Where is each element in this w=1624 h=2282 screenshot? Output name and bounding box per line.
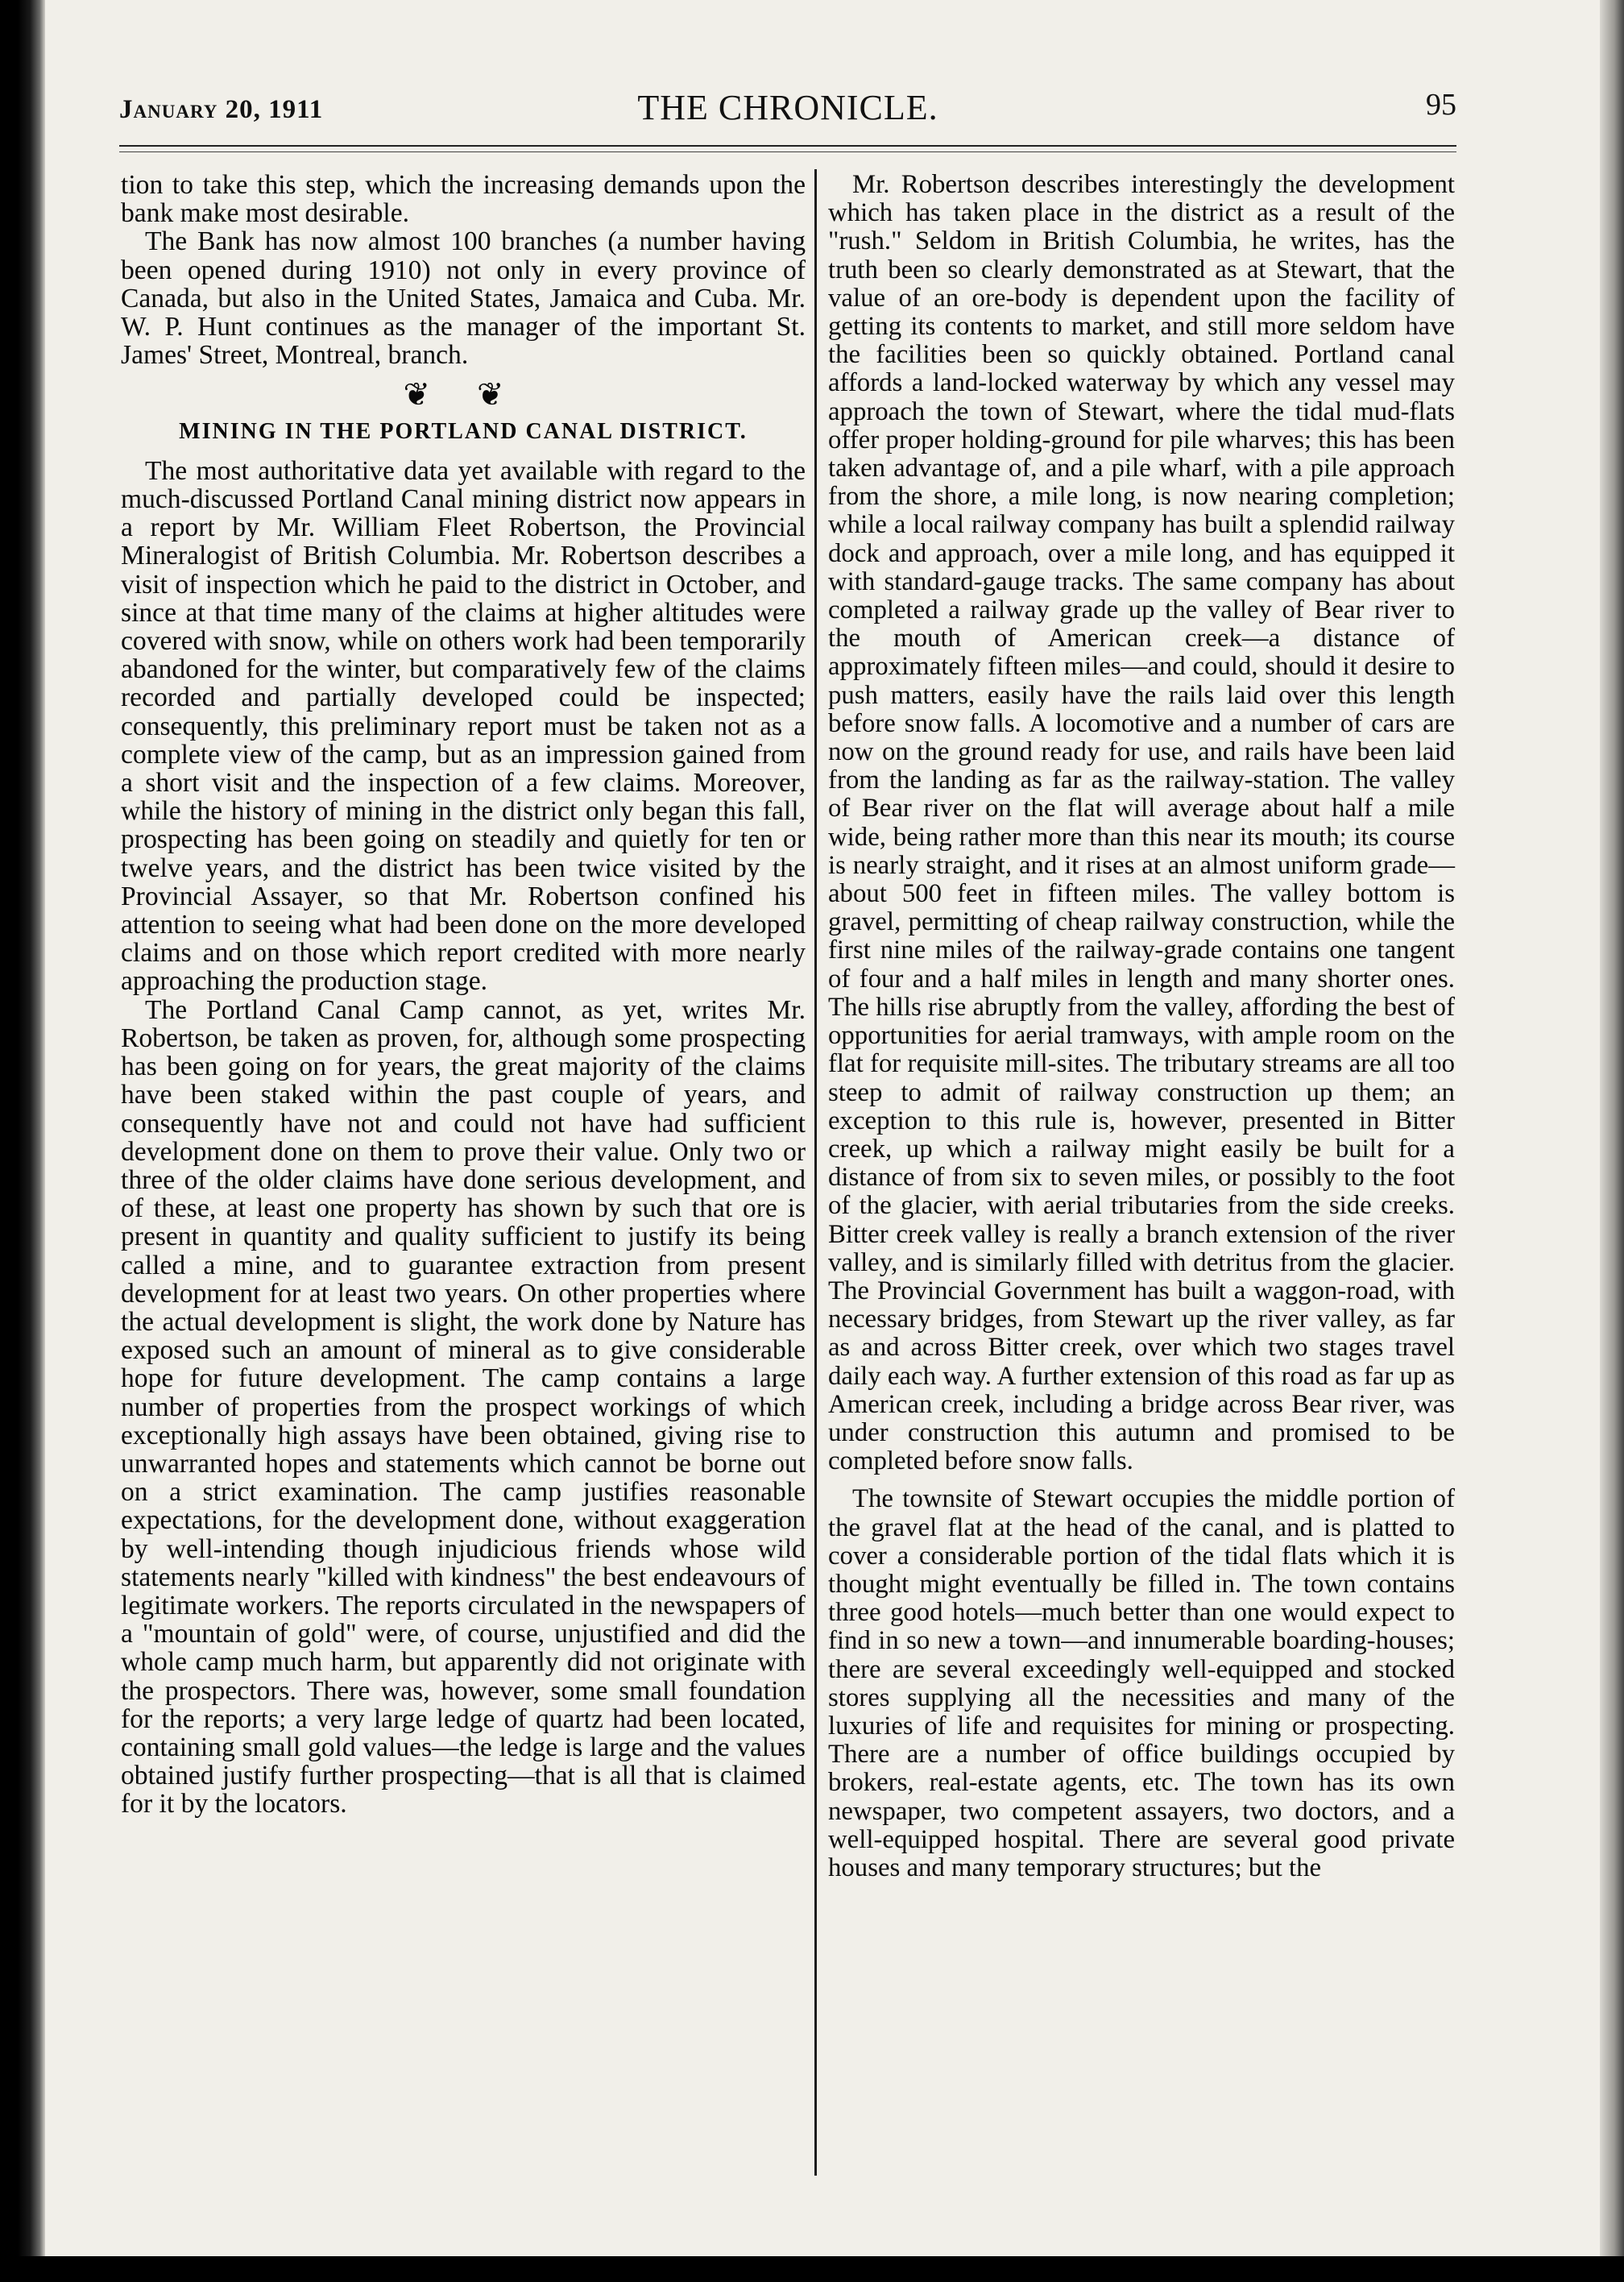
publication-title: THE CHRONICLE.: [637, 88, 938, 127]
header-rule: [119, 145, 1456, 147]
paragraph: The townsite of Stewart occupies the middle portion of the gravel flat at the head of the canal, and is platted to cover a considerable portion of the tidal flats which it is thought might eventually be filled in. The town contains three good hotels—much better than one would expect to find in so new a town—and innumerable boarding-houses; there are several exceedingly well-equipped and stocked stores supplying all the necessities and many of the luxuries of life and requisites for mining or prospecting. There are a number of office buildings occupied by brokers, real-estate agents, etc. The town has its own newspaper, two competent assayers, two doctors, and a well-equipped hospital. There are several good private houses and many temporary structures; but the: [828, 1484, 1455, 1882]
column-divider: [814, 169, 817, 2176]
scan-border: [0, 2256, 1624, 2282]
paragraph: The Bank has now almost 100 branches (a number having been opened during 1910) not only in every province of Canada, but also in the United States, Jamaica and Cuba. Mr. W. P. Hunt continues as the manager of the important St. James' Street, Montreal, branch.: [121, 226, 806, 371]
paragraph: The most authoritative data yet available with regard to the much-discussed Portland Canal mining district now appears in a report by Mr. William Fleet Robertson, the Provincial Mineralogist of British Columbia. Mr. Robertson describes a visit of inspection which he paid to the district in October, and since at that time many of the claims at higher altitudes were covered with snow, while on others work had been temporarily abandoned for the winter, but comparatively few of the claims recorded and partially developed could be inspected; consequently, this preliminary report must be taken not as a complete view of the camp, but as an impression gained from a short visit and the inspection of a few claims. Moreover, while the history of mining in the district only began this fall, prospecting has been going on steadily and quietly for ten or twelve years, and the district has been twice visited by the Provincial Assayer, so that Mr. Robertson confined his attention to seeing what had been done on the more developed claims and on those which report credited with more nearly approaching the production stage.: [121, 455, 806, 997]
page-edge: [1600, 0, 1624, 2282]
section-ornament: ❦ ❦: [403, 376, 524, 413]
header-rule-secondary: [119, 151, 1456, 152]
paragraph: tion to take this step, which the increasing demands upon the bank make most desirable.: [121, 170, 806, 229]
paragraph: The Portland Canal Camp cannot, as yet, writes Mr. Robertson, be taken as proven, for, although some prospecting has been going on for years, the great majority of the claims have been staked within the past couple of years, and consequently have not and could not have had sufficient development done on them to prove their value. Only two or three of the older claims have done serious development, and of these, at least one property has shown by such that ore is present in quantity and quality sufficient to justify its being called a mine, and to guarantee extraction from present development for at least two years. On other properties where the actual development is slight, the work done by Nature has exposed such an amount of mineral as to give considerable hope for future development. The camp contains a large number of properties from the prospect workings of which exceptionally high assays have been obtained, giving rise to unwarranted hopes and statements which cannot be borne out on a strict examination. The camp justifies reasonable expectations, for the development done, without exaggeration by well-intending though injudicious friends whose wild statements nearly "killed with kindness" the best endeavours of legitimate workers. The reports circulated in the newspapers of a "mountain of gold" were, of course, unjustified and did the whole camp much harm, but apparently did not originate with the prospectors. There was, however, some small foundation for the reports; a very large ledge of quartz had been located, containing small gold values—the ledge is large and the values obtained justify further prospecting—that is all that is claimed for it by the locators.: [121, 994, 806, 1819]
right-column: [828, 171, 1455, 1882]
issue-date: January 20, 1911: [119, 95, 324, 124]
left-column: [121, 171, 806, 1819]
page-number: 95: [1426, 88, 1456, 122]
section-heading: MINING IN THE PORTLAND CANAL DISTRICT.: [179, 418, 748, 444]
page-header: [119, 81, 1456, 137]
paragraph: Mr. Robertson describes interestingly the development which has taken place in the district as a result of the "rush." Seldom in British Columbia, he writes, has the truth been so clearly demonstrated as at Stewart, that the value of an ore-body is dependent upon the facility of getting its contents to market, and still more seldom have the facilities been so quickly obtained. Portland canal affords a land-locked waterway by which any vessel may approach the town of Stewart, where the tidal mud-flats offer proper holding-ground for pile wharves; this has been taken advantage of, and a pile wharf, with a pile approach from the shore, a mile long, is now nearing completion; while a local railway company has built a splendid railway dock and approach, over a mile long, and has equipped it with standard-gauge tracks. The same company has about completed a railway grade up the valley of Bear river to the mouth of American creek—a distance of approximately fifteen miles—and could, should it desire to push matters, easily have the rails laid over this length before snow falls. A locomotive and a number of cars are now on the ground ready for use, and rails have been laid from the landing as far as the railway-station. The valley of Bear river on the flat will average about half a mile wide, being rather more than this near its mouth; its course is nearly straight, and it rises at an almost uniform grade—about 500 feet in fifteen miles. The valley bottom is gravel, permitting of cheap railway construction, while the first nine miles of the railway-grade contains one tangent of four and a half miles in length and many shorter ones. The hills rise abruptly from the valley, affording the best of opportunities for aerial tramways, with ample room on the flat for requisite mill-sites. The tributary streams are all too steep to admit of railway construction up them; an exception to this rule is, however, presented in Bitter creek, up which a railway might easily be built for a distance of from six to seven miles, or possibly to the foot of the glacier, with aerial tributaries from the side creeks. Bitter creek valley is really a branch extension of the river valley, and is similarly filled with detritus from the glacier. The Provincial Government has built a waggon-road, with necessary bridges, from Stewart up the river valley, as far as and across Bitter creek, over which two stages travel daily each way. A further extension of this road as far up as American creek, including a bridge across Bear river, was under construction this autumn and promised to be completed before snow falls.: [828, 170, 1455, 1476]
binding-shadow: [18, 0, 45, 2256]
